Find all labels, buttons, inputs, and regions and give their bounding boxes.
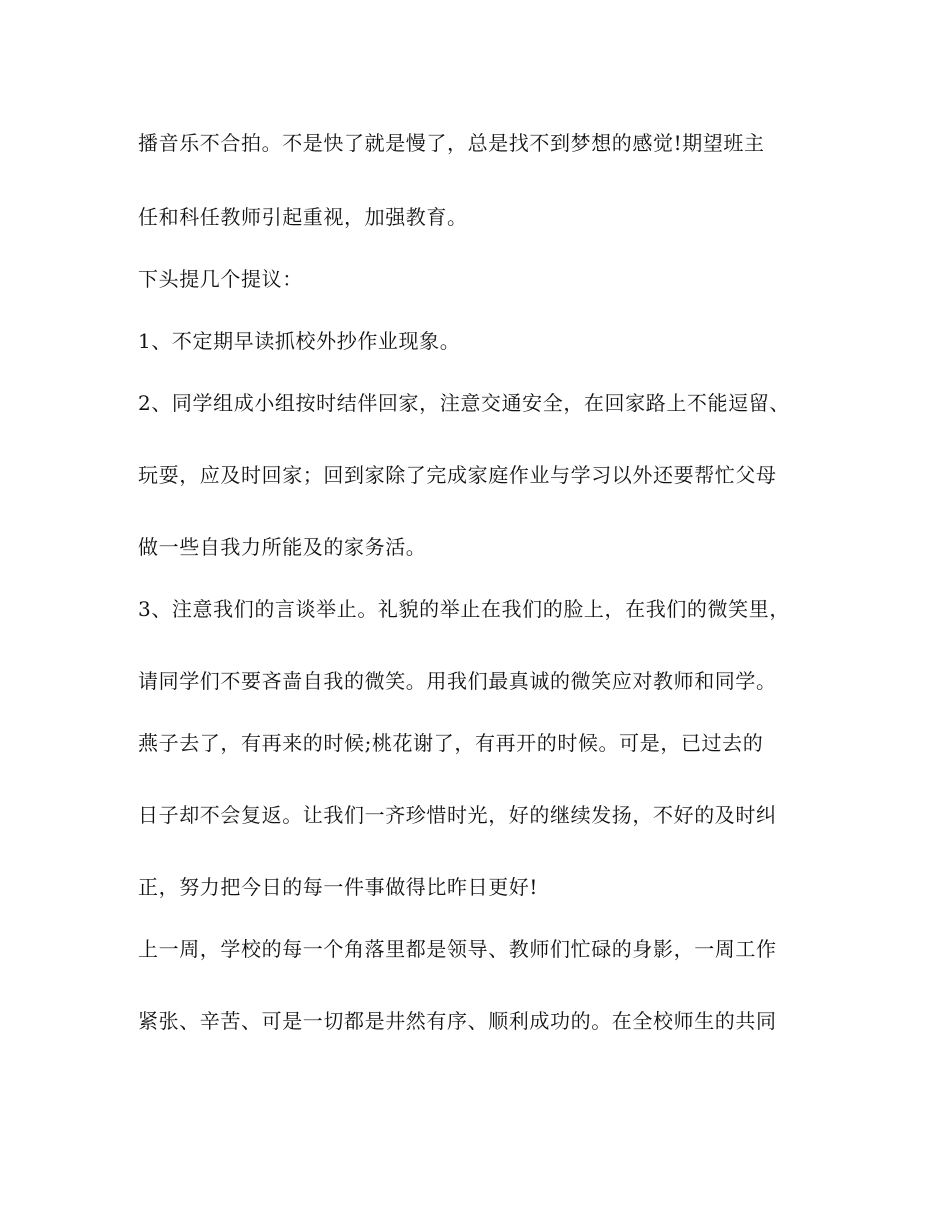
text-line: 紧张、辛苦、可是一切都是井然有序、顺利成功的。在全校师生的共同 <box>138 1009 777 1033</box>
text-line: 日子却不会复返。让我们一齐珍惜时光，好的继续发扬，不好的及时纠 <box>138 803 777 827</box>
text-line: 播音乐不合拍。不是快了就是慢了，总是找不到梦想的感觉!期望班主 <box>138 131 765 155</box>
text-line: 1、不定期早读抓校外抄作业现象。 <box>138 329 461 353</box>
text-line: 上一周，学校的每一个角落里都是领导、教师们忙碌的身影，一周工作 <box>138 937 777 961</box>
text-line: 燕子去了，有再来的时候;桃花谢了，有再开的时候。可是，已过去的 <box>138 731 764 755</box>
text-line: 正，努力把今日的每一件事做得比昨日更好! <box>138 875 539 899</box>
text-line: 任和科任教师引起重视，加强教育。 <box>138 205 468 229</box>
text-line: 请同学们不要吝啬自我的微笑。用我们最真诚的微笑应对教师和同学。 <box>138 669 777 693</box>
text-line: 3、注意我们的言谈举止。礼貌的举止在我们的脸上，在我们的微笑里， <box>138 597 790 621</box>
text-line: 2、同学组成小组按时结伴回家，注意交通安全，在回家路上不能逗留、 <box>138 391 790 415</box>
text-line: 下头提几个提议： <box>138 267 303 291</box>
text-line: 玩耍，应及时回家；回到家除了完成家庭作业与学习以外还要帮忙父母 <box>138 463 777 487</box>
text-line: 做一些自我力所能及的家务活。 <box>138 535 427 559</box>
